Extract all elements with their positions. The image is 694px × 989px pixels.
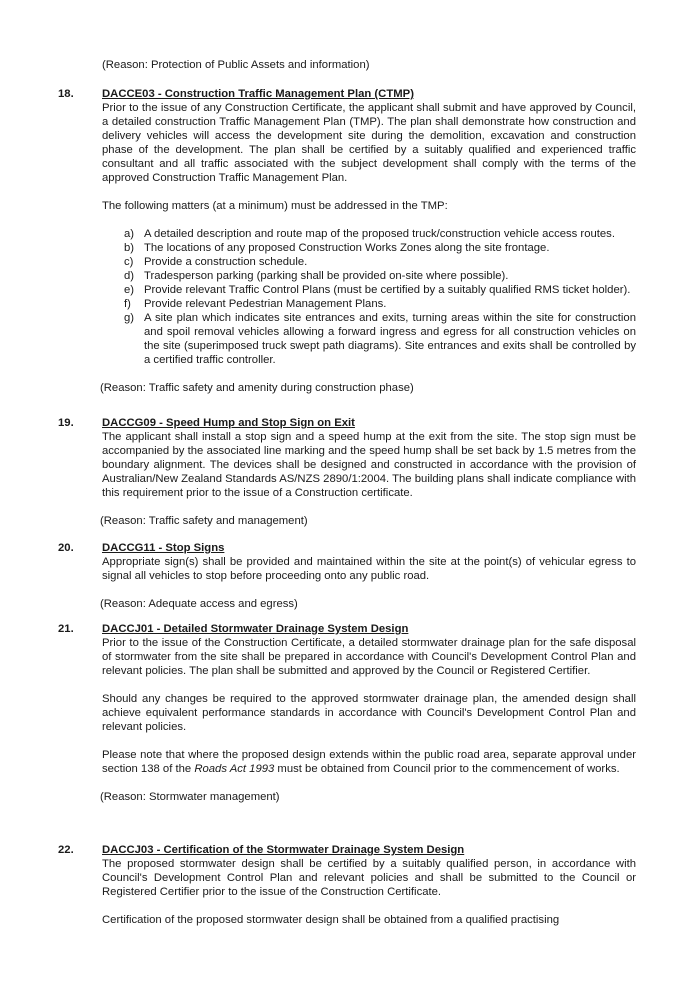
condition-reason: (Reason: Adequate access and egress) [100,598,298,610]
condition-number: 20. [58,542,74,554]
list-item-letter: e) [124,284,135,296]
list-item [102,297,636,311]
condition-20 [58,541,636,611]
condition-title: DACCG11 - Stop Signs [102,542,225,554]
condition-reason: (Reason: Stormwater management) [100,791,280,803]
list-item-text: Tradesperson parking (parking shall be provided on-site where possible). [144,270,509,282]
list-item-text: A detailed description and route map of the proposed truck/construction vehicle access routes. [144,228,615,240]
list-item [102,283,636,297]
list-item-letter: g) [124,312,135,324]
tmp-matters-list [102,227,636,367]
list-item-text: A site plan which indicates site entrances and exits, turning areas within the site for construction and spoil removal vehicles allowing a forward ingress and egress for all construction vehicles on the site (superimposed truck swept path diagrams). Site entrances and exits shall be controlled by a certified traffic controller. [144,312,636,366]
condition-title: DACCG09 - Speed Hump and Stop Sign on Exit [102,417,355,429]
list-item-text: Provide relevant Pedestrian Management Plans. [144,298,387,310]
condition-paragraph [102,748,636,776]
list-item [102,269,636,283]
paragraph-text: Please note that where the proposed design extends within the public road area, separate approval under section 138 of the [102,749,636,775]
list-item [102,227,636,241]
act-name: Roads Act 1993 [194,763,275,775]
condition-title: DACCJ01 - Detailed Stormwater Drainage System Design [102,623,409,635]
condition-title: DACCE03 - Construction Traffic Management Plan (CTMP) [102,88,414,100]
condition-number: 21. [58,623,74,635]
condition-paragraph: The applicant shall install a stop sign and a speed hump at the exit from the site. The stop sign must be accompanied by the associated line marking and the speed hump shall be set back by 1.5 metres from the boundary alignment. The devices shall be designed and constructed in accordance with the provision of Australian/New Zealand Standards AS/NZS 2890/1:2004. The building plans shall indicate compliance with this requirement prior to the issue of a Construction certificate. [102,431,636,499]
condition-paragraph: Should any changes be required to the approved stormwater drainage plan, the amended design shall achieve equivalent performance standards in accordance with Council's Development Control Plan and relevant policies. [102,693,636,733]
list-item-letter: f) [124,298,131,310]
list-item-letter: a) [124,228,135,240]
condition-number: 19. [58,417,74,429]
condition-paragraph: The proposed stormwater design shall be certified by a suitably qualified person, in accordance with Council's Development Control Plan and relevant policies and shall be submitted to the Council or Registered Certifier prior to the issue of the Construction Certificate. [102,858,636,898]
condition-18 [58,87,636,395]
condition-number: 18. [58,88,74,100]
condition-paragraph: The following matters (at a minimum) must be addressed in the TMP: [102,200,448,212]
list-item-text: The locations of any proposed Construction Works Zones along the site frontage. [144,242,550,254]
condition-reason: (Reason: Traffic safety and management) [100,515,308,527]
list-item [102,241,636,255]
condition-22 [58,843,636,927]
list-item-letter: d) [124,270,135,282]
list-item-letter: c) [124,256,134,268]
list-item-text: Provide a construction schedule. [144,256,308,268]
list-item [102,311,636,367]
list-item-letter: b) [124,242,135,254]
condition-title: DACCJ03 - Certification of the Stormwater Drainage System Design [102,844,465,856]
condition-21 [58,622,636,804]
condition-paragraph: Appropriate sign(s) shall be provided and maintained within the site at the point(s) of vehicular egress to signal all vehicles to stop before proceeding onto any public road. [102,556,636,582]
condition-reason: (Reason: Traffic safety and amenity during construction phase) [100,382,414,394]
condition-19 [58,416,636,528]
condition-paragraph: Prior to the issue of any Construction Certificate, the applicant shall submit and have approved by Council, a detailed construction Traffic Management Plan (TMP). The plan shall demonstrate how construction and delivery vehicles will access the development site during the demolition, excavation and construction phase of the development. The plan shall be certified by a suitably qualified and experienced traffic consultant and all traffic associated with the subject development shall comply with the terms of the approved Construction Traffic Management Plan. [102,102,636,184]
condition-number: 22. [58,844,74,856]
condition-paragraph: Prior to the issue of the Construction Certificate, a detailed stormwater drainage plan for the safe disposal of stormwater from the site shall be prepared in accordance with Council's Development Control Plan and relevant policies. The plan shall be submitted and approved by the Council or Registered Certifier. [102,637,636,677]
paragraph-text: must be obtained from Council prior to the commencement of works. [274,763,620,775]
list-item [102,255,636,269]
condition-paragraph: Certification of the proposed stormwater design shall be obtained from a qualified practising [102,914,560,926]
list-item-text: Provide relevant Traffic Control Plans (must be certified by a suitably qualified RMS ticket holder). [144,284,631,296]
top-reason: (Reason: Protection of Public Assets and information) [102,59,370,71]
